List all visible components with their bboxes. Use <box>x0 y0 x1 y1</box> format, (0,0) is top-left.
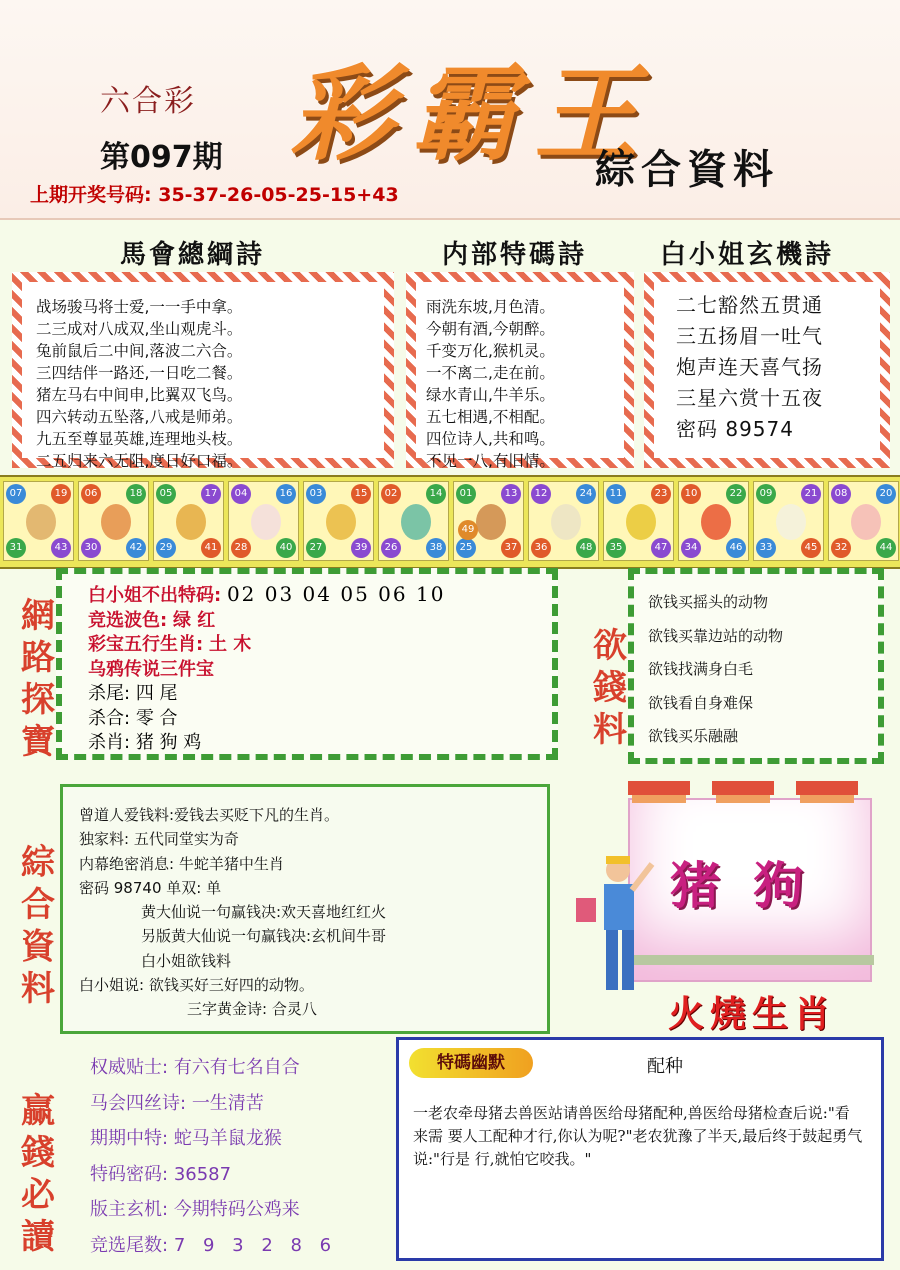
zodiac-number: 16 <box>276 484 296 504</box>
poem1-line: 九五至尊显英雄,连理地头枝。 <box>36 430 243 448</box>
poem2-line: 今朝有酒,今朝醉。 <box>426 320 555 338</box>
comp-indent-line: 黄大仙说一句赢钱决:欢天喜地红红火 <box>141 903 387 922</box>
poem3-line: 炮声连天喜气扬 <box>676 355 823 379</box>
zodiac-cell <box>3 481 74 561</box>
zodiac-number: 23 <box>651 484 671 504</box>
humor-badge: 特碼幽默 <box>409 1048 533 1078</box>
zodiac-number: 02 <box>381 484 401 504</box>
comp-baixiaojie-line: 白小姐说: 欲钱买好三好四的动物。 <box>79 976 314 995</box>
zodiac-cell <box>228 481 299 561</box>
zodiac-animal-icon <box>476 504 506 540</box>
money-item: 欲钱买靠边站的动物 <box>648 626 784 645</box>
poem3-line: 三五扬眉一吐气 <box>676 324 823 348</box>
zodiac-number: 18 <box>126 484 146 504</box>
zodiac-number: 48 <box>576 538 596 558</box>
billboard-text: 猪 狗 <box>670 857 812 915</box>
zodiac-number: 19 <box>51 484 71 504</box>
zodiac-number: 15 <box>351 484 371 504</box>
win-item-label: 期期中特: <box>90 1128 169 1150</box>
poem2-line: 四位诗人,共和鸣。 <box>426 430 555 448</box>
win-label-text: 赢錢必讀 <box>21 1091 55 1257</box>
money-item: 欲钱找满身白毛 <box>648 660 754 678</box>
zodiac-animal-icon <box>26 504 56 540</box>
zodiac-animal-icon <box>851 504 881 540</box>
zodiac-number: 09 <box>756 484 776 504</box>
brand-logo-title: 彩霸王 <box>290 52 657 175</box>
zodiac-number: 49 <box>458 520 478 540</box>
zodiac-animal-icon <box>101 504 131 540</box>
zodiac-number: 29 <box>156 538 176 558</box>
poem3-frame <box>644 272 890 468</box>
zodiac-number: 26 <box>381 538 401 558</box>
win-item-label: 版主玄机: <box>90 1199 169 1221</box>
win-item-value: 一生清苦 <box>191 1092 264 1114</box>
win-item-label: 马会四丝诗: <box>90 1092 187 1114</box>
crow-legend-line: 乌鸦传说三件宝 <box>88 658 214 680</box>
money-section-label <box>590 625 630 751</box>
zodiac-animal-icon <box>701 504 731 540</box>
zodiac-number: 46 <box>726 538 746 558</box>
zodiac-number: 31 <box>6 538 26 558</box>
wave-color-label: 竞选波色: <box>88 609 168 631</box>
network-treasure-panel <box>56 568 558 760</box>
zodiac-number: 33 <box>756 538 776 558</box>
comp-golden-line: 三字黄金诗: 合灵八 <box>187 1000 317 1019</box>
zodiac-number: 12 <box>531 484 551 504</box>
zodiac-strip <box>0 475 900 569</box>
poem1-line: 猪左马右中间申,比翼双飞鸟。 <box>36 386 243 404</box>
zodiac-cell <box>378 481 449 561</box>
kill-zodiac-label: 杀肖: <box>88 732 131 753</box>
win-item-label: 特码密码: <box>90 1163 169 1185</box>
zodiac-number: 07 <box>6 484 26 504</box>
zodiac-animal-icon <box>326 504 356 540</box>
zodiac-number: 35 <box>606 538 626 558</box>
comp-line: 独家料: 五代同堂实为奇 <box>79 830 239 849</box>
comprehensive-label-text: 綜合資料 <box>21 843 55 1009</box>
wave-color-value: 绿 红 <box>172 609 216 631</box>
poem2-line: 一不离二,走在前。 <box>426 364 555 382</box>
comp-line: 内幕绝密消息: 牛蛇羊猪中生肖 <box>79 854 284 873</box>
comprehensive-panel <box>60 784 550 1034</box>
poem3-line: 密码 89574 <box>676 417 794 441</box>
poem1-line: 兔前鼠后二中间,落波二六合。 <box>36 342 243 360</box>
zodiac-cell <box>828 481 899 561</box>
kill-tail-value: 四 尾 <box>135 683 178 704</box>
win-section-label <box>18 1090 58 1258</box>
last-draw-numbers: 35-37-26-05-25-15+43 <box>158 184 399 206</box>
zodiac-number: 45 <box>801 538 821 558</box>
comprehensive-section-label <box>18 842 58 1010</box>
money-item: 欲钱买摇头的动物 <box>648 593 769 611</box>
poem2-line: 绿水青山,牛羊乐。 <box>426 386 555 404</box>
poem2-line: 千变万化,猴机灵。 <box>426 342 555 360</box>
zodiac-number: 24 <box>576 484 596 504</box>
zodiac-animal-icon <box>251 504 281 540</box>
five-elements-value: 土 木 <box>208 634 252 655</box>
zodiac-number: 28 <box>231 538 251 558</box>
zodiac-number: 11 <box>606 484 626 504</box>
zodiac-cell <box>453 481 524 561</box>
zodiac-animal-icon <box>176 504 206 540</box>
poem2-frame <box>406 272 634 468</box>
win-item-value: 有六有七名自合 <box>173 1057 300 1078</box>
zodiac-number: 44 <box>876 538 896 558</box>
zodiac-cell <box>153 481 224 561</box>
poem2-line: 不见一八,有旧情。 <box>426 452 555 470</box>
zodiac-number: 34 <box>681 538 701 558</box>
humor-panel <box>396 1037 884 1261</box>
zodiac-number: 42 <box>126 538 146 558</box>
five-elements-label: 彩宝五行生肖: <box>88 634 204 655</box>
comp-indent-line: 白小姐欲钱料 <box>141 951 232 970</box>
poem1-line: 三四结伴一路还,一日吃二餐。 <box>36 364 243 382</box>
humor-title: 配种 <box>647 1056 683 1077</box>
zodiac-number: 37 <box>501 538 521 558</box>
win-item-value: 36587 <box>173 1163 232 1185</box>
zodiac-number: 36 <box>531 538 551 558</box>
poem1-line: 二三成对八成双,坐山观虎斗。 <box>36 320 243 338</box>
kill-zodiac-value: 猪 狗 鸡 <box>135 732 202 753</box>
network-section-label <box>18 595 58 763</box>
comp-line: 曾道人爱钱料:爱钱去买贬下凡的生肖。 <box>79 806 340 824</box>
poem3-line: 三星六赏十五夜 <box>676 386 823 410</box>
last-draw-label: 上期开奖号码: <box>30 184 152 206</box>
money-item: 欲钱买乐融融 <box>648 727 739 745</box>
money-label-text: 欲錢料 <box>593 626 627 750</box>
win-item-value: 今期特码公鸡来 <box>173 1199 300 1221</box>
network-label-text: 網路探寶 <box>21 596 55 762</box>
poem3-line: 二七豁然五贯通 <box>676 293 823 317</box>
poem1-body <box>22 282 384 480</box>
zodiac-number: 27 <box>306 538 326 558</box>
zodiac-number: 17 <box>201 484 221 504</box>
zodiac-number: 30 <box>81 538 101 558</box>
win-item-value: 蛇马羊鼠龙猴 <box>173 1128 282 1150</box>
zodiac-number: 22 <box>726 484 746 504</box>
poem1-line: 四六转动五坠落,八戒是师弟。 <box>36 408 243 426</box>
zodiac-number: 25 <box>456 538 476 558</box>
zodiac-cell <box>753 481 824 561</box>
poem2-line: 雨洗东坡,月色清。 <box>426 298 555 316</box>
not-special-label: 白小姐不出特码: <box>88 585 222 606</box>
zodiac-number: 38 <box>426 538 446 558</box>
kill-he-label: 杀合: <box>88 707 131 729</box>
zodiac-cell <box>528 481 599 561</box>
zodiac-number: 41 <box>201 538 221 558</box>
comp-indent-line: 另版黄大仙说一句赢钱决:玄机间牛哥 <box>141 927 387 946</box>
poem2-heading: 内部特碼詩 <box>442 240 588 270</box>
money-panel <box>628 568 884 764</box>
poem3-body <box>654 282 880 453</box>
zodiac-number: 08 <box>831 484 851 504</box>
zodiac-number: 14 <box>426 484 446 504</box>
not-special-numbers: 02 03 04 05 06 10 <box>226 582 446 606</box>
poem1-heading: 馬會總綱詩 <box>120 240 266 270</box>
zodiac-cell <box>678 481 749 561</box>
kill-he-value: 零 合 <box>135 707 178 729</box>
zodiac-number: 21 <box>801 484 821 504</box>
zodiac-number: 04 <box>231 484 251 504</box>
zodiac-number: 03 <box>306 484 326 504</box>
zodiac-number: 47 <box>651 538 671 558</box>
brand-small-title: 六合彩 <box>100 84 196 119</box>
zodiac-animal-icon <box>401 504 431 540</box>
zodiac-number: 32 <box>831 538 851 558</box>
win-list <box>90 1050 337 1264</box>
zodiac-number: 05 <box>156 484 176 504</box>
win-item-label: 竞选尾数: <box>90 1234 169 1256</box>
zodiac-cell <box>603 481 674 561</box>
zodiac-animal-icon <box>776 504 806 540</box>
zodiac-number: 20 <box>876 484 896 504</box>
comp-line: 密码 98740 单双: 单 <box>79 878 222 897</box>
zodiac-number: 40 <box>276 538 296 558</box>
poem1-line: 战场骏马将士爱,一一手中拿。 <box>36 298 243 316</box>
page-subtitle: 綜合資料 <box>595 146 779 193</box>
humor-text: 一老农牵母猪去兽医站请兽医给母猪配种,兽医给母猪检查后说:"看来需 要人工配种才行,你认为呢?"老农犹豫了半天,最后终于鼓起勇气说:"行是 行,就怕它咬我。" <box>413 1104 863 1168</box>
zodiac-number: 13 <box>501 484 521 504</box>
zodiac-cell <box>78 481 149 561</box>
poem2-body <box>416 282 624 480</box>
zodiac-number: 10 <box>681 484 701 504</box>
money-item: 欲钱看自身难保 <box>648 693 754 712</box>
zodiac-cell <box>303 481 374 561</box>
zodiac-number: 01 <box>456 484 476 504</box>
win-item-value: 7 9 3 2 8 6 <box>173 1234 338 1256</box>
painter-illustration <box>568 850 658 1000</box>
billboard-caption: 火燒生肖 <box>668 993 837 1035</box>
issue-number: 第097期 <box>100 140 223 175</box>
poem1-frame <box>12 272 394 468</box>
poem2-line: 五七相遇,不相配。 <box>426 408 555 426</box>
zodiac-number: 39 <box>351 538 371 558</box>
win-item-label: 权威贴士: <box>90 1057 169 1078</box>
kill-tail-label: 杀尾: <box>88 683 131 704</box>
zodiac-animal-icon <box>626 504 656 540</box>
poem1-line: 二五归来六无阻,度日好口福。 <box>36 452 243 470</box>
zodiac-animal-icon <box>551 504 581 540</box>
last-draw-line <box>30 180 399 207</box>
zodiac-number: 06 <box>81 484 101 504</box>
zodiac-number: 43 <box>51 538 71 558</box>
poem3-heading: 白小姐玄機詩 <box>660 240 835 270</box>
